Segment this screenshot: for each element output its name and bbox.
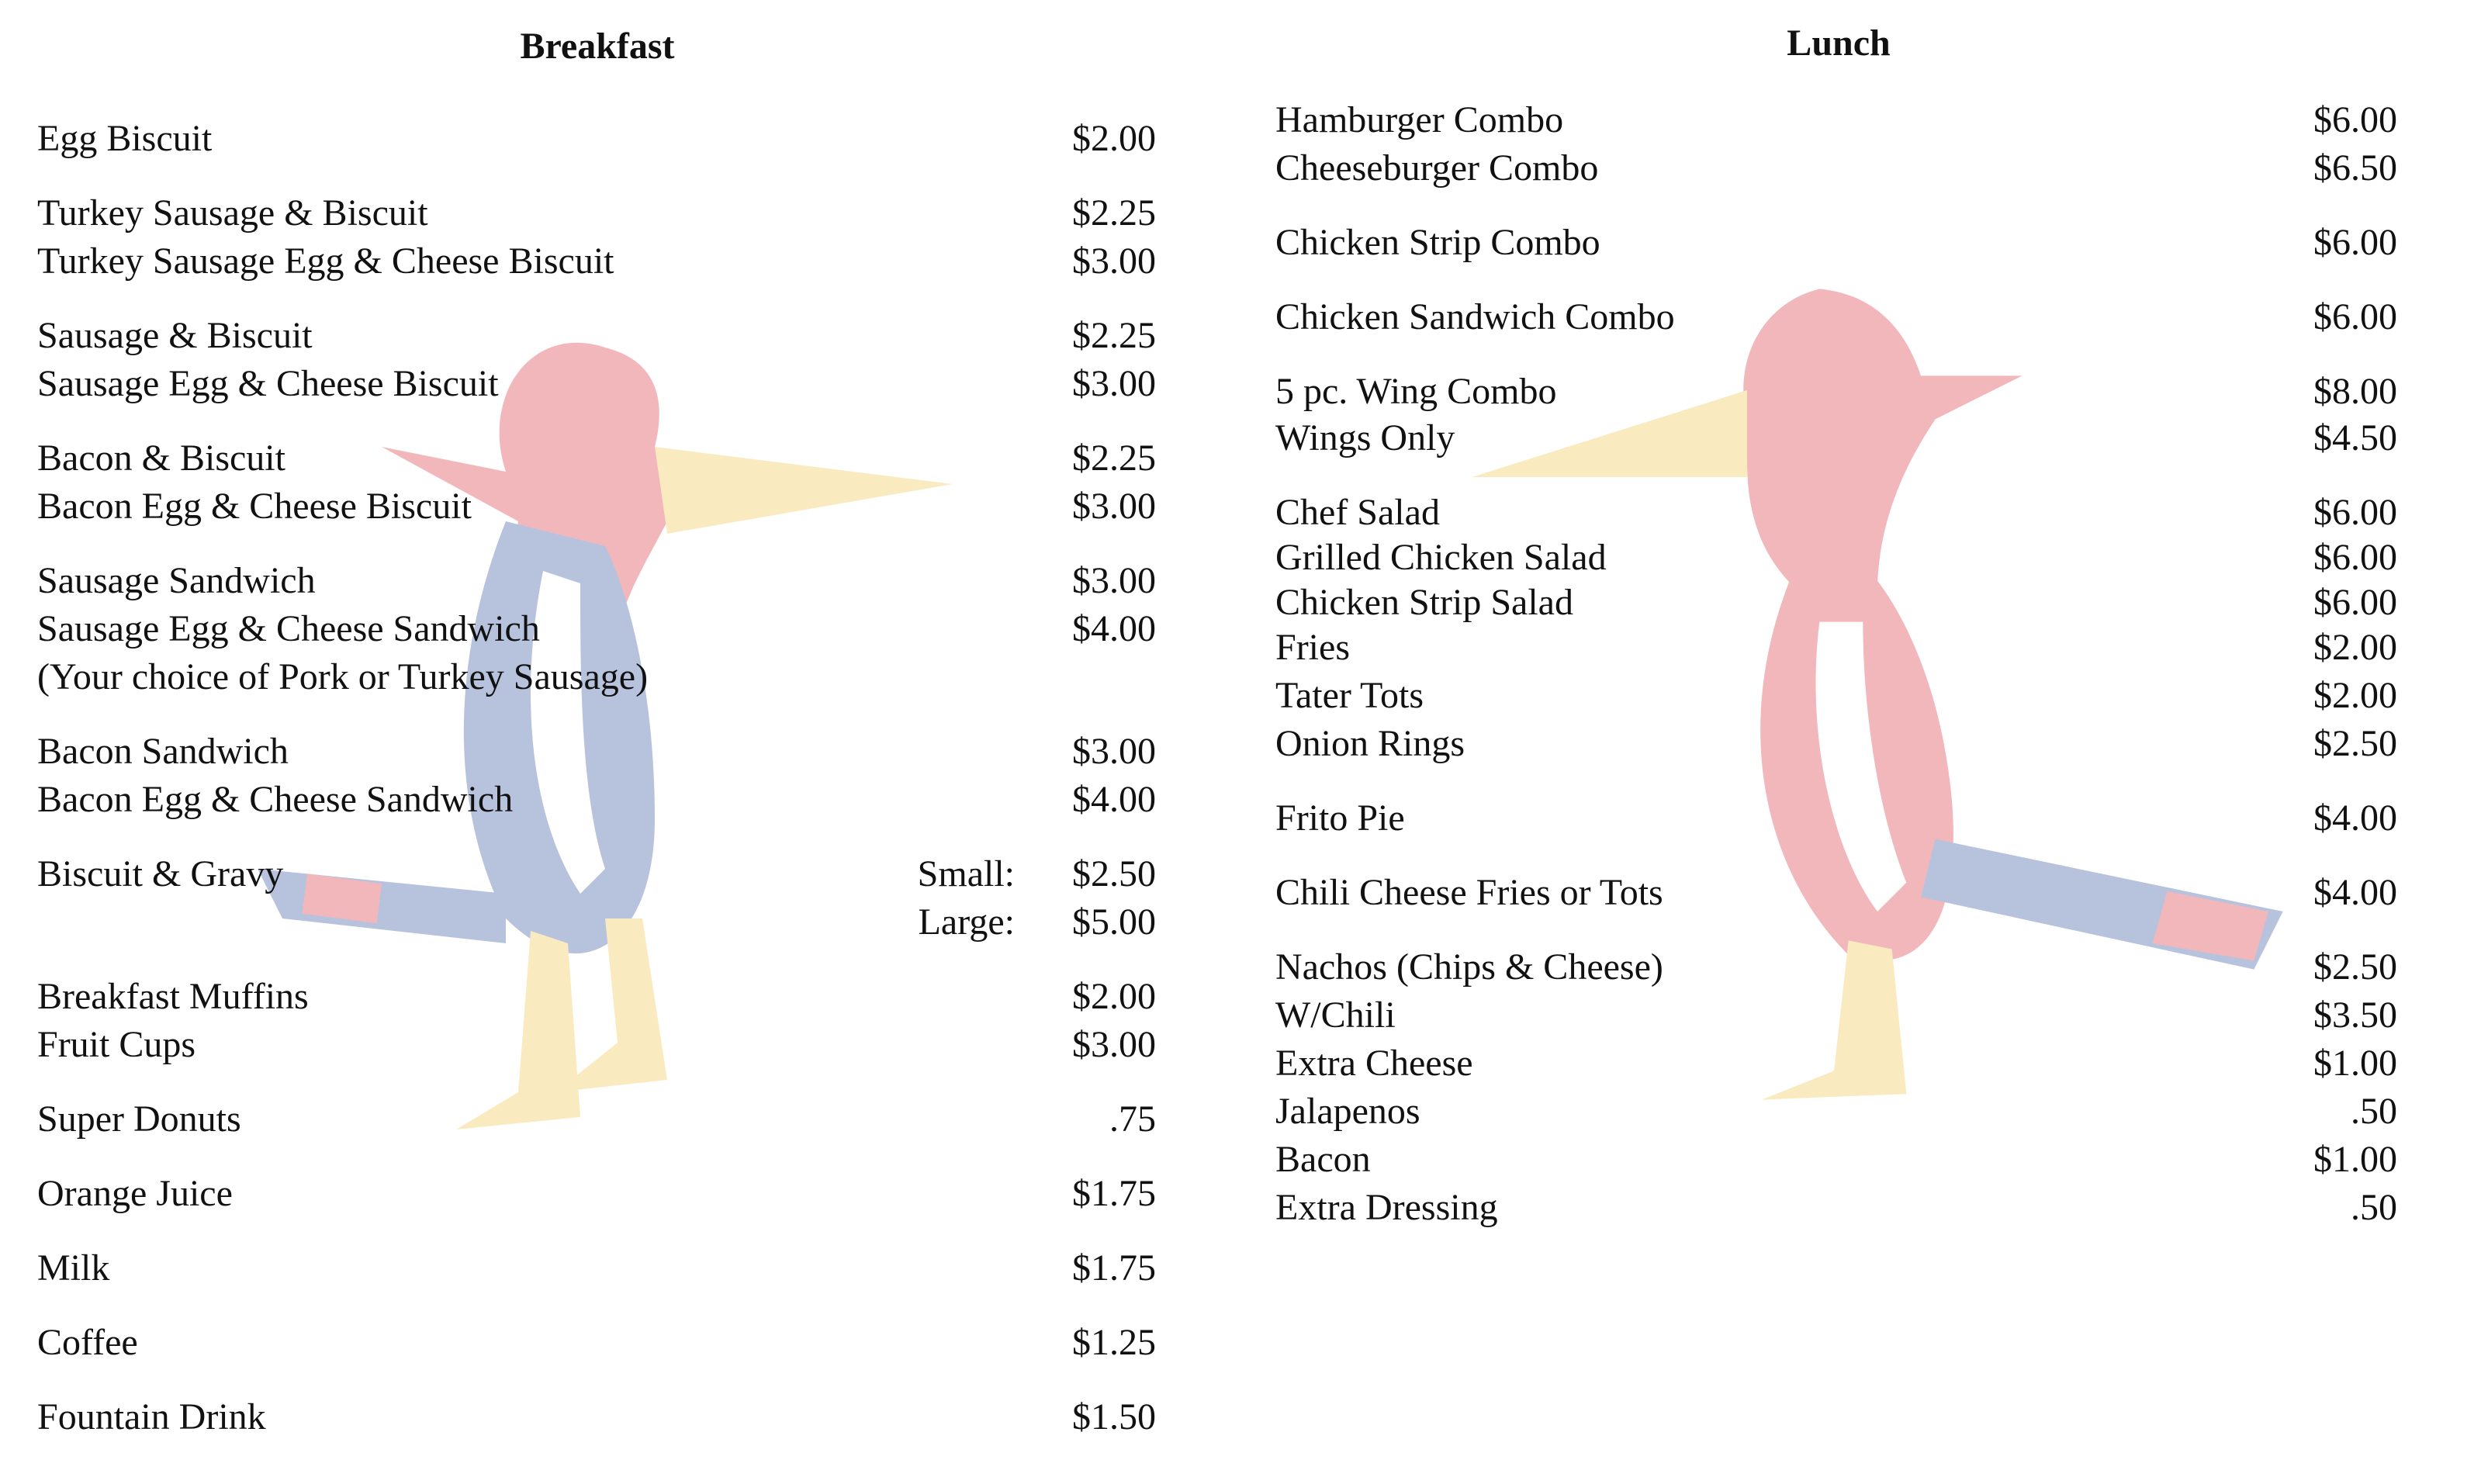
breakfast-menu-item	[37, 1170, 1156, 1218]
item-price: .50	[2351, 1187, 2397, 1228]
item-price: $6.00	[2313, 222, 2397, 263]
breakfast-menu-item	[37, 483, 1156, 531]
item-name: Fruit Cups	[37, 1024, 196, 1065]
item-name: Fries	[1275, 627, 1350, 668]
item-name: Chicken Sandwich Combo	[1275, 296, 1675, 337]
item-price: $2.00	[2313, 627, 2397, 668]
breakfast-menu-item	[37, 237, 1156, 285]
item-name: Sausage & Biscuit	[37, 315, 313, 356]
item-name: Bacon	[1275, 1139, 1371, 1180]
lunch-menu-item	[1275, 96, 2397, 144]
item-name: Turkey Sausage & Biscuit	[37, 192, 428, 233]
item-price: $2.00	[1072, 976, 1156, 1017]
item-name: Chili Cheese Fries or Tots	[1275, 872, 1663, 913]
item-name: Grilled Chicken Salad	[1275, 537, 1607, 578]
item-name: Fountain Drink	[37, 1396, 266, 1437]
item-price: $2.50	[1072, 853, 1156, 894]
lunch-menu-item	[1275, 869, 2397, 917]
item-name: Milk	[37, 1247, 110, 1289]
item-name: Onion Rings	[1275, 723, 1465, 764]
breakfast-menu-item	[37, 1393, 1156, 1441]
item-size-label: Large:	[918, 901, 1015, 943]
item-price: $3.00	[1072, 486, 1156, 527]
lunch-menu-item	[1275, 489, 2397, 537]
item-price: $2.00	[1072, 118, 1156, 159]
lunch-menu-item	[1275, 672, 2397, 720]
breakfast-menu-item	[37, 1244, 1156, 1292]
breakfast-menu-item	[37, 557, 1156, 605]
item-price: $4.00	[2313, 872, 2397, 913]
lunch-menu-item	[1275, 1088, 2397, 1136]
lunch-menu-item	[1275, 368, 2397, 416]
item-price: $1.50	[1072, 1396, 1156, 1437]
item-name: Frito Pie	[1275, 797, 1405, 839]
item-name: Extra Dressing	[1275, 1187, 1498, 1228]
breakfast-menu-item	[37, 653, 1156, 701]
lunch-menu-item	[1275, 624, 2397, 672]
item-name: (Your choice of Pork or Turkey Sausage)	[37, 656, 649, 697]
item-size-label: Small:	[917, 853, 1015, 894]
item-name: Chicken Strip Combo	[1275, 222, 1600, 263]
item-name: Tater Tots	[1275, 675, 1424, 716]
item-price: $4.50	[2313, 417, 2397, 458]
breakfast-menu-item	[37, 360, 1156, 408]
item-name: Bacon Egg & Cheese Biscuit	[37, 486, 472, 527]
item-name: Egg Biscuit	[37, 118, 213, 159]
item-name: Hamburger Combo	[1275, 99, 1564, 140]
item-name: Wings Only	[1275, 417, 1455, 458]
breakfast-heading: Breakfast	[520, 26, 675, 67]
item-price: $2.25	[1072, 192, 1156, 233]
item-name: Turkey Sausage Egg & Cheese Biscuit	[37, 240, 614, 282]
item-name: Bacon Sandwich	[37, 731, 289, 772]
item-price: $6.00	[2313, 99, 2397, 140]
item-name: Nachos (Chips & Cheese)	[1275, 946, 1663, 988]
item-price: $3.00	[1072, 363, 1156, 404]
item-price: $3.00	[1072, 240, 1156, 282]
item-price: $3.00	[1072, 731, 1156, 772]
lunch-menu-item	[1275, 1184, 2397, 1232]
lunch-menu-item	[1275, 943, 2397, 991]
item-price: $1.00	[2313, 1043, 2397, 1084]
item-name: Bacon Egg & Cheese Sandwich	[37, 779, 514, 820]
lunch-menu-item	[1275, 219, 2397, 267]
breakfast-menu-item	[37, 1021, 1156, 1069]
item-price: $2.50	[2313, 723, 2397, 764]
item-price: $6.50	[2313, 147, 2397, 189]
item-price: $5.00	[1072, 901, 1156, 943]
lunch-menu-item	[1275, 579, 2397, 627]
lunch-menu-item	[1275, 144, 2397, 192]
lunch-menu-item	[1275, 991, 2397, 1039]
lunch-menu-item	[1275, 414, 2397, 462]
lunch-menu-item	[1275, 293, 2397, 341]
breakfast-menu-item	[37, 973, 1156, 1021]
lunch-menu-item	[1275, 534, 2397, 582]
item-price: $1.75	[1072, 1173, 1156, 1214]
item-price: .75	[1109, 1098, 1156, 1140]
item-name: Jalapenos	[1275, 1091, 1420, 1132]
item-name: Sausage Sandwich	[37, 560, 316, 601]
item-price: $3.00	[1072, 560, 1156, 601]
item-name: Cheeseburger Combo	[1275, 147, 1599, 189]
item-price: $6.00	[2313, 296, 2397, 337]
lunch-menu-item	[1275, 720, 2397, 768]
item-price: $1.25	[1072, 1322, 1156, 1363]
item-price: $3.00	[1072, 1024, 1156, 1065]
item-name: Bacon & Biscuit	[37, 438, 285, 479]
breakfast-menu-item	[37, 189, 1156, 237]
breakfast-menu-item	[37, 1095, 1156, 1143]
item-name: 5 pc. Wing Combo	[1275, 371, 1557, 412]
breakfast-menu-item	[37, 312, 1156, 360]
lunch-menu-item	[1275, 1039, 2397, 1088]
item-price: $6.00	[2313, 537, 2397, 578]
item-price: $2.50	[2313, 946, 2397, 988]
breakfast-menu-item	[37, 850, 1156, 898]
item-price: .50	[2351, 1091, 2397, 1132]
item-price: $6.00	[2313, 492, 2397, 533]
item-name: Coffee	[37, 1322, 138, 1363]
item-price: $4.00	[1072, 779, 1156, 820]
item-price: $6.00	[2313, 582, 2397, 623]
breakfast-menu-item	[37, 605, 1156, 653]
item-name: Sausage Egg & Cheese Biscuit	[37, 363, 499, 404]
breakfast-menu-item	[37, 115, 1156, 163]
item-price: $1.00	[2313, 1139, 2397, 1180]
breakfast-menu-item	[37, 434, 1156, 483]
item-price: $8.00	[2313, 371, 2397, 412]
item-name: Sausage Egg & Cheese Sandwich	[37, 608, 540, 649]
lunch-menu-item	[1275, 1136, 2397, 1184]
item-name: Biscuit & Gravy	[37, 853, 284, 894]
breakfast-menu-item	[37, 898, 1156, 946]
item-name: Orange Juice	[37, 1173, 233, 1214]
item-price: $2.25	[1072, 438, 1156, 479]
item-price: $3.50	[2313, 995, 2397, 1036]
item-name: W/Chili	[1275, 995, 1396, 1036]
breakfast-menu-item	[37, 776, 1156, 824]
item-price: $2.25	[1072, 315, 1156, 356]
item-name: Extra Cheese	[1275, 1043, 1473, 1084]
item-price: $4.00	[1072, 608, 1156, 649]
item-name: Chef Salad	[1275, 492, 1440, 533]
breakfast-menu-item	[37, 728, 1156, 776]
breakfast-menu-item	[37, 1319, 1156, 1367]
item-price: $4.00	[2313, 797, 2397, 839]
item-name: Super Donuts	[37, 1098, 241, 1140]
lunch-menu-item	[1275, 794, 2397, 842]
lunch-heading: Lunch	[1787, 22, 1891, 64]
item-name: Breakfast Muffins	[37, 976, 309, 1017]
item-name: Chicken Strip Salad	[1275, 582, 1573, 623]
item-price: $2.00	[2313, 675, 2397, 716]
item-price: $1.75	[1072, 1247, 1156, 1289]
